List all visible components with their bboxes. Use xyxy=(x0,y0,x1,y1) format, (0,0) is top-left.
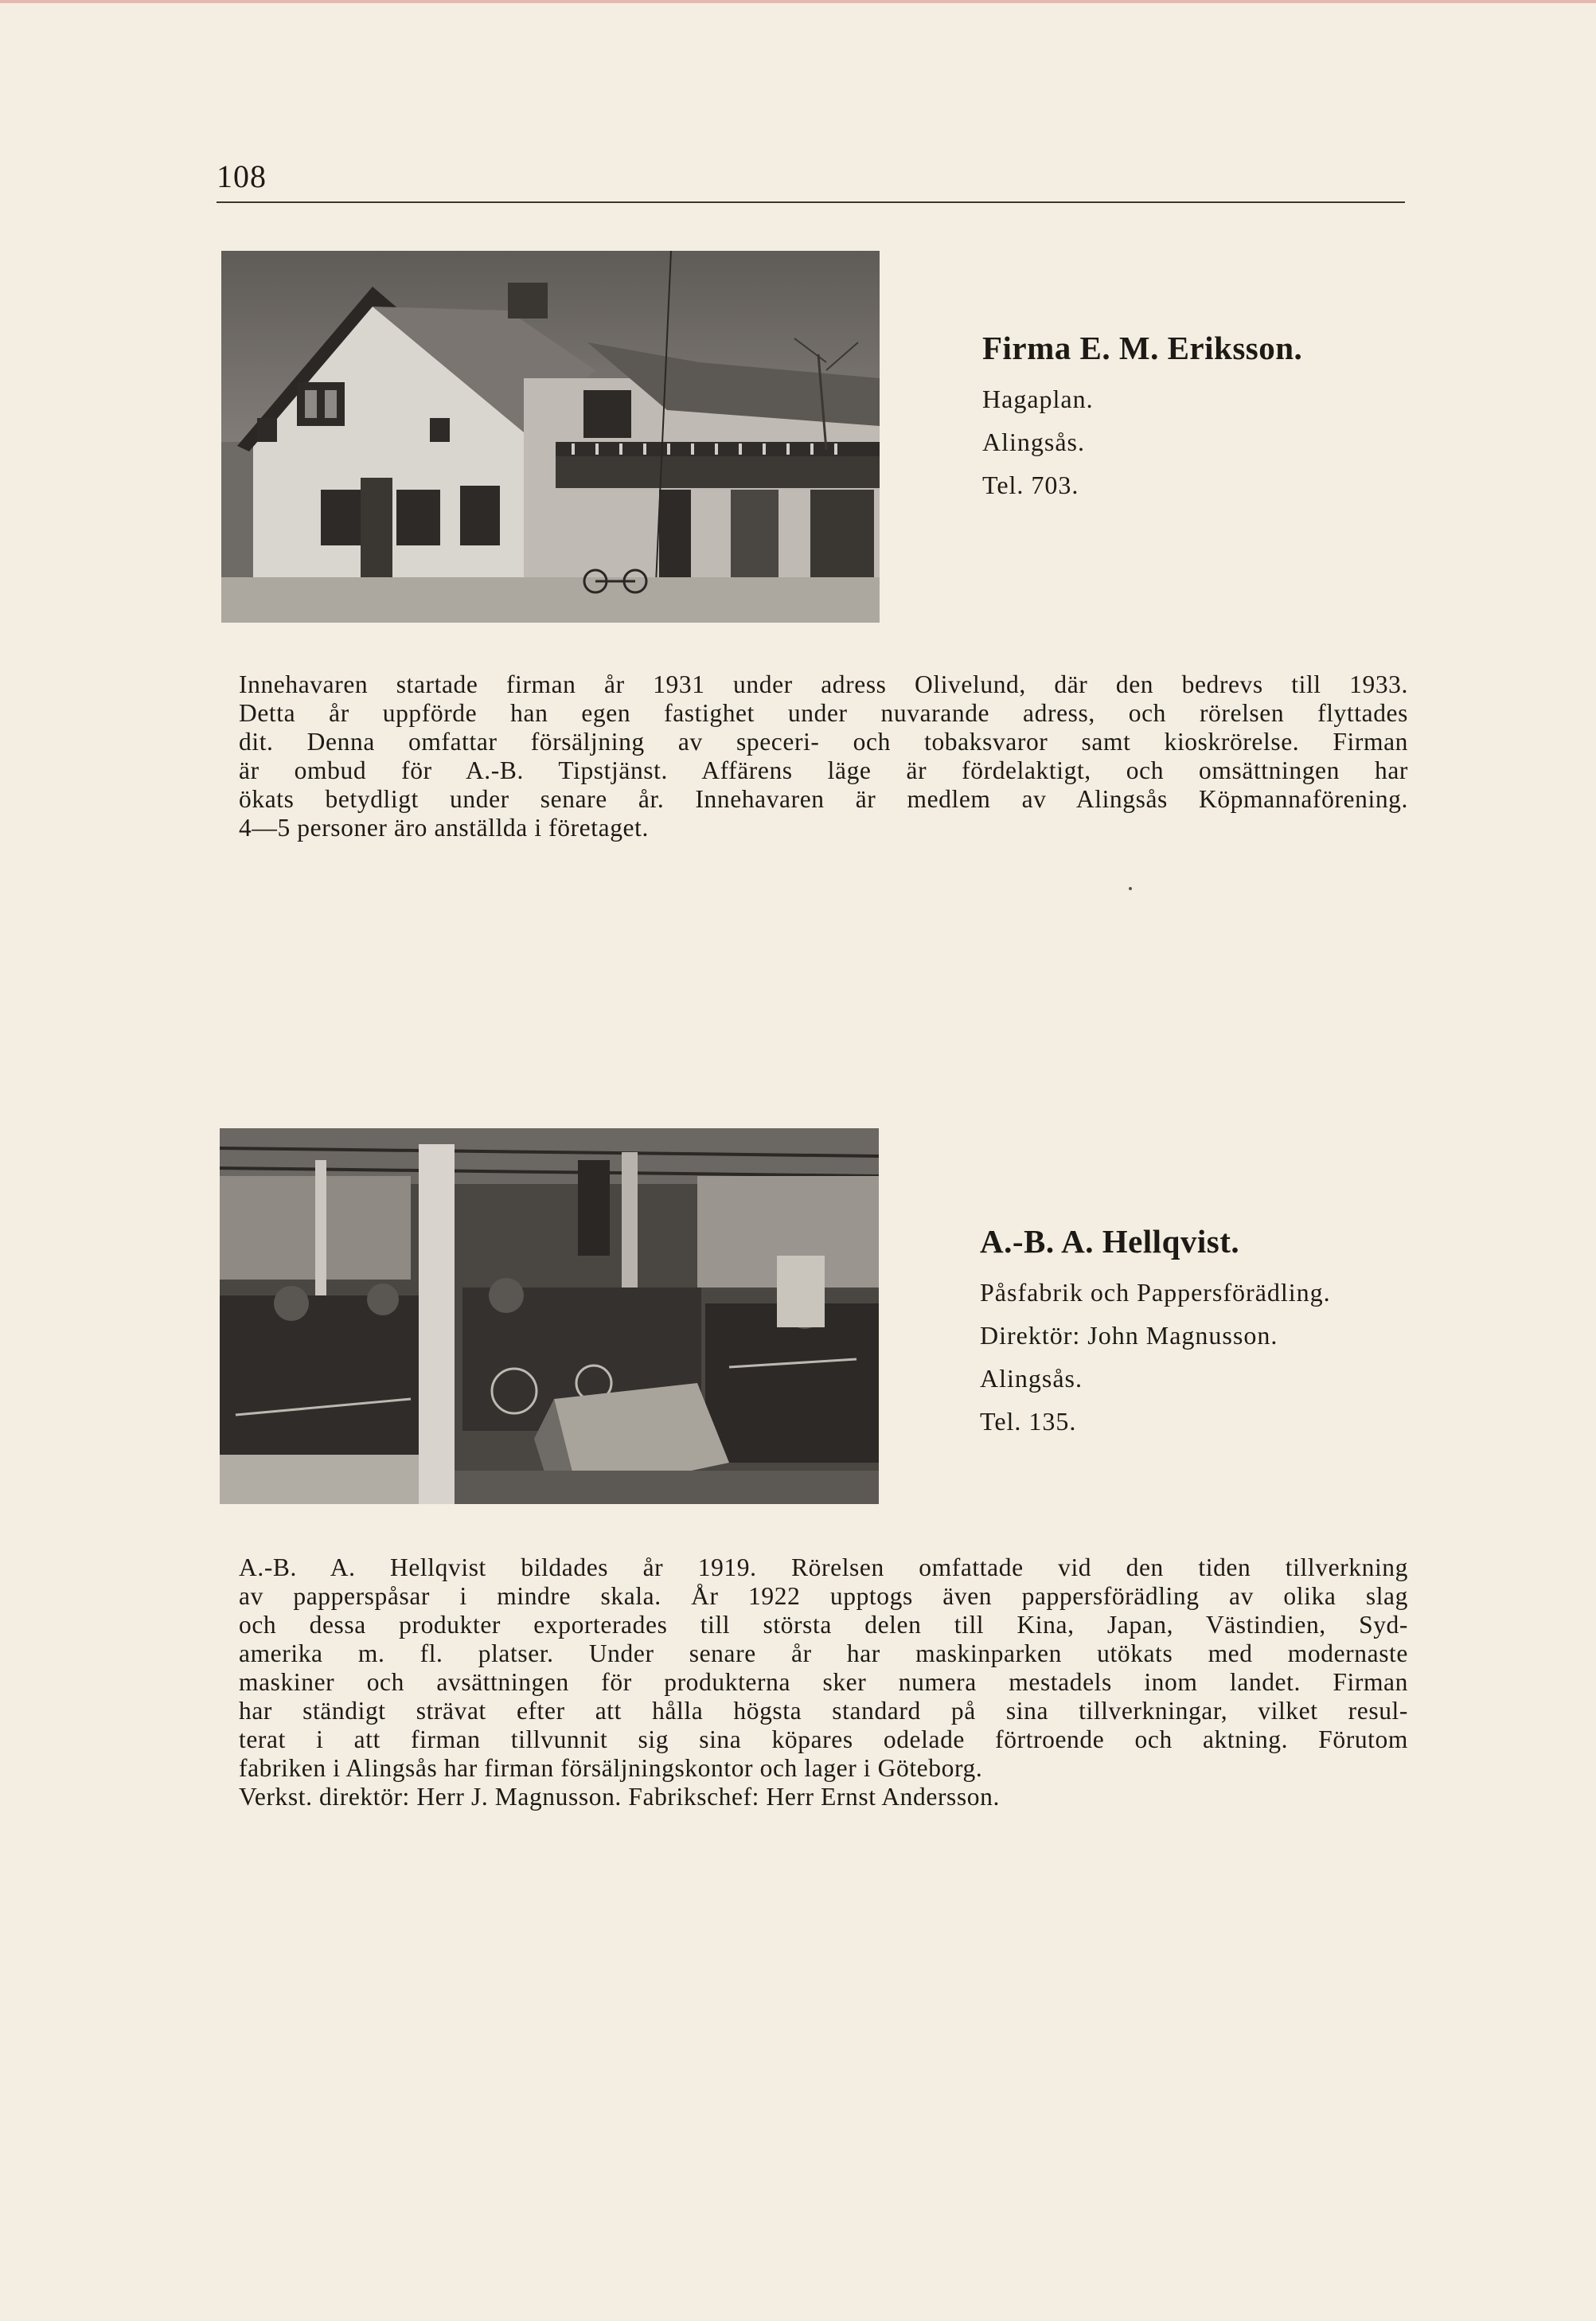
text-line: av papperspåsar i mindre skala. År 1922 upptogs även pappersförädling av olika slag xyxy=(239,1582,1408,1610)
ink-speck xyxy=(1129,887,1132,890)
firm-address: Hagaplan. xyxy=(982,385,1094,413)
text-line: fabriken i Alingsås har firman försäljningskontor och lager i Göteborg. xyxy=(239,1754,983,1782)
text-line: 4—5 personer äro anställda i företaget. xyxy=(239,814,649,842)
firm-business: Påsfabrik och Pappersförädling. xyxy=(980,1278,1331,1307)
text-line: maskiner och avsättningen för produkterna sker numera mestadels inom landet. Firman xyxy=(239,1668,1408,1696)
page-number: 108 xyxy=(217,158,267,194)
page-edge xyxy=(0,0,1596,3)
text-line: Verkst. direktör: Herr J. Magnusson. Fabrikschef: Herr Ernst Andersson. xyxy=(239,1783,1000,1811)
firm-phone: Tel. 135. xyxy=(980,1407,1077,1436)
header-rule xyxy=(217,201,1405,203)
firm-director: Direktör: John Magnusson. xyxy=(980,1321,1278,1350)
firm-city: Alingsås. xyxy=(982,428,1085,456)
firm-hellqvist xyxy=(980,1222,1331,1450)
text-line: har ständigt strävat efter att hålla högsta standard på sina tillverkningar, vilket resul- xyxy=(239,1697,1408,1725)
firm-description xyxy=(239,1553,1408,1811)
factory-interior-photo xyxy=(220,1128,879,1504)
firm-name: Firma E. M. Eriksson. xyxy=(982,330,1303,366)
text-line: och dessa produkter exporterades till största delen till Kina, Japan, Västindien, Syd- xyxy=(239,1611,1408,1639)
firm-description xyxy=(239,670,1408,842)
storefront-photo xyxy=(221,251,880,623)
text-line: A.-B. A. Hellqvist bildades år 1919. Rörelsen omfattade vid den tiden tillverkning xyxy=(239,1553,1408,1581)
firm-eriksson xyxy=(982,329,1302,514)
firm-city: Alingsås. xyxy=(980,1364,1083,1393)
text-line: är ombud för A.-B. Tipstjänst. Affärens läge är fördelaktigt, och omsättningen har xyxy=(239,756,1408,784)
firm-name: A.-B. A. Hellqvist. xyxy=(980,1223,1240,1260)
text-line: amerika m. fl. platser. Under senare år har maskinparken utökats med modernaste xyxy=(239,1639,1408,1667)
text-line: Innehavaren startade firman år 1931 under adress Olivelund, där den bedrevs till 1933. xyxy=(239,670,1408,698)
text-line: terat i att firman tillvunnit sig sina köpares odelade förtroende och aktning. Förutom xyxy=(239,1725,1408,1753)
text-line: ökats betydligt under senare år. Innehavaren är medlem av Alingsås Köpmannaförening. xyxy=(239,785,1408,813)
firm-phone: Tel. 703. xyxy=(982,471,1079,499)
text-line: Detta år uppförde han egen fastighet under nuvarande adress, och rörelsen flyttades xyxy=(239,699,1408,727)
text-line: dit. Denna omfattar försäljning av speceri- och tobaksvaror samt kioskrörelse. Firman xyxy=(239,728,1408,756)
